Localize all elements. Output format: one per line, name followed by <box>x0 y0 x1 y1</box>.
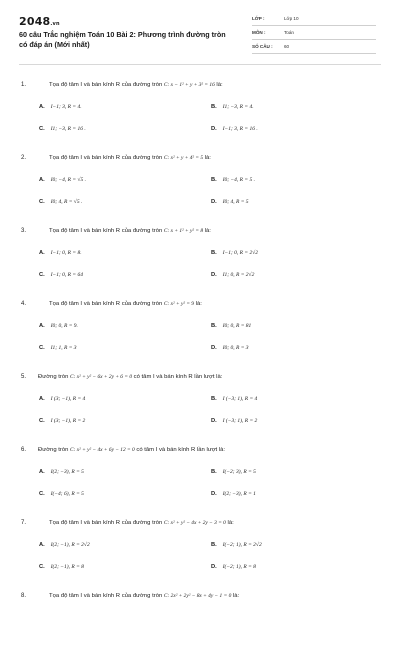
answer-option[interactable] <box>39 177 86 183</box>
question-tail: là: <box>231 593 240 599</box>
question-prompt: Đường tròn <box>38 374 71 380</box>
count-row <box>252 40 376 54</box>
question-item <box>0 225 400 298</box>
answer-option[interactable] <box>39 469 84 475</box>
option-value: I−1; 0, R = 2√2 <box>222 250 259 256</box>
option-value: I0; 4, R = 5 <box>222 199 249 205</box>
option-letter: D. <box>211 564 217 570</box>
question-formula: C: x − 1² + y + 3² = 16 <box>163 82 215 88</box>
question-number: 5. <box>21 374 27 380</box>
question-number: 2. <box>21 155 27 161</box>
option-letter: B. <box>211 396 217 402</box>
question-tail: là: <box>214 82 223 88</box>
question-list <box>0 79 400 663</box>
option-letter: A. <box>39 323 45 329</box>
question-prompt: Tọa độ tâm I và bán kính R của đường tròn <box>49 155 164 161</box>
option-value: I(2; −3), R = 1 <box>222 491 256 497</box>
answer-option[interactable] <box>211 104 254 110</box>
question-text <box>49 520 379 526</box>
option-letter: C. <box>39 418 45 424</box>
question-tail: là: <box>225 520 234 526</box>
question-number: 3. <box>21 228 27 234</box>
question-formula: C: x² + y² = 9 <box>163 301 195 307</box>
question-number: 8. <box>21 593 27 599</box>
answer-option[interactable] <box>211 564 256 570</box>
option-letter: D. <box>211 491 217 497</box>
question-prompt: Tọa độ tâm I và bán kính R của đường tròn <box>49 82 164 88</box>
answer-option[interactable] <box>39 199 82 205</box>
option-letter: B. <box>211 323 217 329</box>
answer-option[interactable] <box>39 418 85 424</box>
option-value: I (3; −1), R = 4 <box>50 396 86 402</box>
option-value: I0; −4, R = 5 . <box>222 177 256 183</box>
option-value: I (−3; 1), R = 4 <box>222 396 258 402</box>
question-text <box>49 593 379 599</box>
question-tail: có tâm I và bán kính R lần lượt là: <box>132 374 223 380</box>
class-value: Lớp 10 <box>284 16 299 21</box>
option-letter: B. <box>211 542 217 548</box>
option-value: I (−3; 1), R = 2 <box>222 418 258 424</box>
subject-label: MÔN : <box>252 30 266 35</box>
answer-option[interactable] <box>211 272 254 278</box>
option-value: I0; 0, R = 3 <box>222 345 249 351</box>
question-formula: C: 2x² + 2y² − 8x + 4y − 1 = 0 <box>163 593 232 599</box>
question-tail: là: <box>203 155 211 161</box>
option-value: I0; 4, R = √5 . <box>50 199 83 205</box>
question-text <box>49 228 379 234</box>
option-letter: A. <box>39 396 45 402</box>
header-divider <box>19 64 381 65</box>
site-logo[interactable] <box>19 15 60 28</box>
option-letter: C. <box>39 345 45 351</box>
logo-tld: .vn <box>50 21 60 27</box>
option-letter: D. <box>211 272 217 278</box>
question-prompt: Tọa độ tâm I và bán kính R của đường tròn <box>49 520 164 526</box>
answer-option[interactable] <box>39 126 86 132</box>
answer-option[interactable] <box>211 469 256 475</box>
info-box <box>252 12 376 54</box>
question-item <box>0 371 400 444</box>
count-label: SỐ CÂU : <box>252 44 273 49</box>
question-item <box>0 152 400 225</box>
question-item <box>0 444 400 517</box>
option-value: I−1; 3, R = 4. <box>50 104 82 110</box>
answer-option[interactable] <box>39 323 78 329</box>
option-value: I1; 0, R = 2√2 <box>222 272 255 278</box>
option-value: I (3; −1), R = 2 <box>50 418 86 424</box>
count-value: 60 <box>284 44 290 49</box>
option-letter: C. <box>39 564 45 570</box>
question-number: 1. <box>21 82 27 88</box>
question-tail: có tâm I và bán kính R lần lượt là: <box>134 447 226 453</box>
option-value: I(−4; 6), R = 5 <box>50 491 84 497</box>
question-formula: C: x² + y + 4² = 5 <box>163 155 204 161</box>
question-text <box>49 301 379 307</box>
answer-option[interactable] <box>39 491 84 497</box>
question-item <box>0 517 400 590</box>
document-title: 60 câu Trắc nghiệm Toán 10 Bài 2: Phương trình đường tròn có đáp án (Mới nhất) <box>19 30 226 49</box>
option-letter: B. <box>211 177 217 183</box>
class-label: LỚP : <box>252 16 265 21</box>
option-value: I(2; −1), R = 2√2 <box>50 542 90 548</box>
answer-option[interactable] <box>39 564 84 570</box>
option-letter: D. <box>211 126 217 132</box>
answer-option[interactable] <box>39 104 82 110</box>
answer-option[interactable] <box>211 542 262 548</box>
subject-value: Toán <box>284 30 294 35</box>
option-letter: B. <box>211 104 217 110</box>
option-letter: C. <box>39 126 45 132</box>
option-letter: C. <box>39 491 45 497</box>
option-value: I0; 0, R = 81 <box>222 323 252 329</box>
answer-option[interactable] <box>39 272 83 278</box>
question-number: 6. <box>21 447 27 453</box>
question-text <box>38 447 368 453</box>
answer-option[interactable] <box>39 345 77 351</box>
answer-option[interactable] <box>211 199 249 205</box>
option-letter: A. <box>39 469 45 475</box>
question-number: 4. <box>21 301 27 307</box>
option-letter: D. <box>211 418 217 424</box>
question-item <box>0 298 400 371</box>
question-text <box>38 374 368 380</box>
question-text <box>49 155 379 161</box>
answer-option[interactable] <box>211 323 251 329</box>
answer-option[interactable] <box>211 396 257 402</box>
option-letter: C. <box>39 272 45 278</box>
answer-option[interactable] <box>39 542 90 548</box>
option-letter: A. <box>39 542 45 548</box>
question-item <box>0 590 400 663</box>
option-value: I0; −4, R = √5 . <box>50 177 87 183</box>
answer-option[interactable] <box>39 250 82 256</box>
answer-option[interactable] <box>211 250 258 256</box>
option-value: I(−2; 1), R = 2√2 <box>222 542 262 548</box>
answer-option[interactable] <box>211 345 249 351</box>
option-letter: A. <box>39 250 45 256</box>
option-letter: D. <box>211 345 217 351</box>
option-letter: A. <box>39 104 45 110</box>
option-value: I−1; 0, R = 64 <box>50 272 84 278</box>
option-value: I0; 0, R = 9. <box>50 323 78 329</box>
question-item <box>0 79 400 152</box>
option-letter: A. <box>39 177 45 183</box>
answer-option[interactable] <box>39 396 85 402</box>
option-value: I(−2; 3), R = 5 <box>222 469 256 475</box>
option-value: I−1; 0, R = 8. <box>50 250 82 256</box>
option-value: I(2; −3), R = 5 <box>50 469 84 475</box>
answer-option[interactable] <box>211 177 255 183</box>
answer-option[interactable] <box>211 418 257 424</box>
question-formula: C: x² + y² − 6x + 2y + 6 = 0 <box>70 374 133 380</box>
option-value: I−1; 3, R = 16 . <box>222 126 258 132</box>
logo-text: 2048 <box>19 15 51 28</box>
question-prompt: Tọa độ tâm I và bán kính R của đường tròn <box>49 228 164 234</box>
class-row <box>252 12 376 26</box>
subject-row <box>252 26 376 40</box>
question-text <box>49 82 379 88</box>
option-letter: C. <box>39 199 45 205</box>
option-value: I(−2; 1), R = 8 <box>222 564 256 570</box>
option-value: I1; −3, R = 16 . <box>50 126 86 132</box>
question-formula: C: x² + y² − 4x + 6y − 12 = 0 <box>70 447 135 453</box>
option-value: I(2; −1), R = 8 <box>50 564 84 570</box>
answer-option[interactable] <box>211 491 256 497</box>
question-prompt: Đường tròn <box>38 447 71 453</box>
option-letter: B. <box>211 250 217 256</box>
option-letter: D. <box>211 199 217 205</box>
question-formula: C: x + 1² + y² = 8 <box>163 228 204 234</box>
question-tail: là: <box>203 228 211 234</box>
option-value: I1; 1, R = 3 <box>50 345 77 351</box>
option-letter: B. <box>211 469 217 475</box>
question-prompt: Tọa độ tâm I và bán kính R của đường tròn <box>49 593 164 599</box>
question-formula: C: x² + y² − 4x + 2y − 3 = 0 <box>163 520 226 526</box>
question-prompt: Tọa độ tâm I và bán kính R của đường tròn <box>49 301 164 307</box>
question-number: 7. <box>21 520 27 526</box>
question-tail: là: <box>194 301 202 307</box>
answer-option[interactable] <box>211 126 258 132</box>
option-value: I1; −3, R = 4. <box>222 104 254 110</box>
